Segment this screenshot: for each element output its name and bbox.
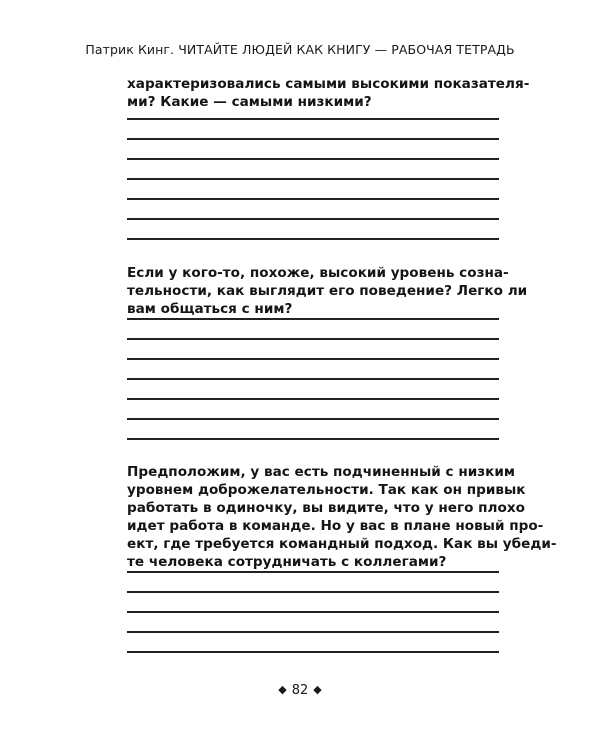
answer-line[interactable] [127, 571, 499, 573]
question-3-line: Предположим, у вас есть подчиненный с низким [127, 464, 516, 480]
answer-line[interactable] [127, 218, 499, 220]
diamond-ornament-icon: ◆ [313, 683, 322, 696]
answer-line[interactable] [127, 198, 499, 200]
question-1-text [127, 75, 530, 111]
answer-line[interactable] [127, 358, 499, 360]
answer-line[interactable] [127, 378, 499, 380]
answer-line[interactable] [127, 418, 499, 420]
answer-line[interactable] [127, 398, 499, 400]
answer-line[interactable] [127, 631, 499, 633]
question-3-line: идет работа в команде. Но у вас в плане новый про- [127, 518, 544, 534]
answer-line[interactable] [127, 118, 499, 120]
question-1-line: характеризовались самыми высокими показателя- [127, 76, 530, 92]
answer-line[interactable] [127, 651, 499, 653]
answer-line[interactable] [127, 591, 499, 593]
answer-line[interactable] [127, 238, 499, 240]
page-footer [0, 683, 600, 698]
question-2-text [127, 264, 528, 318]
answer-line[interactable] [127, 318, 499, 320]
question-3-line: работать в одиночку, вы видите, что у него плохо [127, 500, 525, 516]
question-1-line: ми? Какие — самыми низкими? [127, 94, 372, 110]
answer-line[interactable] [127, 178, 499, 180]
question-3-text [127, 463, 557, 571]
diamond-ornament-icon: ◆ [278, 683, 287, 696]
answer-line[interactable] [127, 138, 499, 140]
question-3-line: уровнем доброжелательности. Так как он привык [127, 482, 526, 498]
answer-line[interactable] [127, 438, 499, 440]
question-3-line: ект, где требуется командный подход. Как вы убеди- [127, 536, 557, 552]
answer-line[interactable] [127, 611, 499, 613]
question-2-line: Если у кого-то, похоже, высокий уровень созна- [127, 265, 509, 281]
running-header: Патрик Кинг. ЧИТАЙТЕ ЛЮДЕЙ КАК КНИГУ — РАБОЧАЯ ТЕТРАДЬ [85, 42, 515, 57]
answer-line[interactable] [127, 158, 499, 160]
question-2-line: тельности, как выглядит его поведение? Легко ли [127, 283, 528, 299]
question-2-line: вам общаться с ним? [127, 301, 293, 317]
page-number: 82 [291, 683, 309, 698]
answer-line[interactable] [127, 338, 499, 340]
question-3-line: те человека сотрудничать с коллегами? [127, 554, 447, 570]
